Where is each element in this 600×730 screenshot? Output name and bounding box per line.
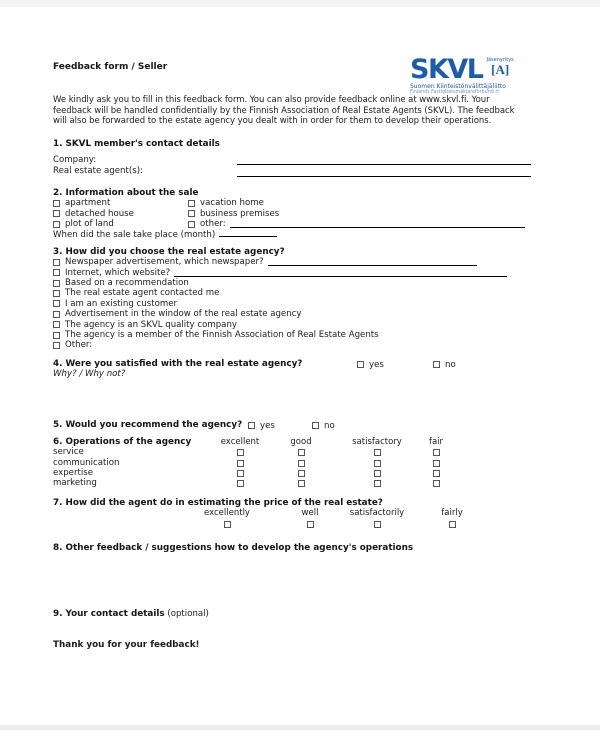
checkbox-service-good[interactable]	[298, 449, 305, 456]
checkbox-recommend-no[interactable]	[312, 422, 319, 429]
agent-label: Real estate agent(s):	[53, 166, 143, 177]
choice-option-row	[53, 309, 545, 319]
section-7-heading: 7. How did the agent do in estimating the price of the real estate?	[53, 497, 383, 508]
why-why-not-label: Why? / Why not?	[53, 369, 126, 380]
section-contact-details	[53, 139, 545, 177]
column-label-well: well	[301, 508, 319, 519]
checkbox-service-satisfactory[interactable]	[374, 449, 381, 456]
checkbox-other-property[interactable]	[188, 221, 195, 228]
row-label: service	[53, 447, 84, 458]
rating-row-expertise	[53, 468, 545, 478]
rating-row-communication	[53, 458, 545, 468]
checkbox-detached-house[interactable]	[53, 210, 60, 217]
agent-input-line[interactable]	[237, 167, 531, 177]
option-label: detached house	[65, 208, 134, 219]
checkbox-marketing-excellent[interactable]	[237, 480, 244, 487]
checkbox-business-premises[interactable]	[188, 210, 195, 217]
company-field-row	[53, 155, 545, 165]
logo-org-name-sv: Finlands Fastighetsmäklareförbund rf	[410, 90, 499, 95]
sale-month-label: When did the sale take place (month)	[53, 230, 216, 241]
choice-option-row	[53, 278, 545, 288]
option-label: The agency is a member of the Finnish Association of Real Estate Agents	[65, 329, 379, 340]
choice-option-row	[53, 299, 545, 309]
intro-line: feedback will be handled confidentially by the Finnish Association of Real Estate Agents (SKVL). The feedback	[53, 105, 515, 116]
choice-option-row	[53, 330, 545, 340]
intro-paragraph	[53, 95, 545, 126]
checkbox-communication-fair[interactable]	[433, 460, 440, 467]
checkbox-expertise-fair[interactable]	[433, 470, 440, 477]
logo-org-name-fi: Suomen Kiinteistönvälittäjäliitto	[410, 83, 506, 90]
section-3-heading: 3. How did you choose the real estate agency?	[53, 246, 285, 257]
yes-label: yes	[260, 420, 275, 431]
checkbox-internet[interactable]	[53, 269, 60, 276]
skvl-logo-text: SKVL	[410, 54, 483, 85]
sale-month-row	[53, 229, 545, 239]
thank-you-message: Thank you for your feedback!	[53, 639, 200, 650]
column-label-excellently: excellently	[204, 508, 250, 519]
option-label: Based on a recommendation	[65, 278, 189, 288]
rating-row-marketing	[53, 478, 545, 488]
yes-label: yes	[369, 359, 384, 370]
skvl-logo	[410, 54, 550, 96]
checkbox-marketing-fair[interactable]	[433, 480, 440, 487]
company-label: Company:	[53, 155, 97, 166]
price-estimate-column-labels	[53, 508, 545, 518]
sale-type-row	[53, 209, 545, 219]
choice-option-row	[53, 320, 545, 330]
row-label: communication	[53, 457, 120, 468]
section-2-heading: 2. Information about the sale	[53, 187, 199, 198]
checkbox-skvl-quality-company[interactable]	[53, 321, 60, 328]
checkbox-expertise-excellent[interactable]	[237, 470, 244, 477]
intro-line: We kindly ask you to fill in this feedback form. You can also provide feedback online at www.skvl.fi. Your	[53, 95, 490, 106]
checkbox-marketing-good[interactable]	[298, 480, 305, 487]
option-label: Internet, which website?	[65, 267, 171, 278]
checkbox-window-advertisement[interactable]	[53, 311, 60, 318]
option-label: Other:	[65, 340, 93, 351]
section-5-heading: 5. Would you recommend the agency?	[53, 419, 243, 430]
checkbox-price-satisfactorily[interactable]	[374, 521, 381, 528]
checkbox-communication-good[interactable]	[298, 460, 305, 467]
checkbox-apartment[interactable]	[53, 200, 60, 207]
section-satisfied	[53, 359, 545, 380]
agent-field-row	[53, 166, 545, 176]
section-6-heading: 6. Operations of the agency	[53, 436, 192, 447]
section-your-contact-details	[53, 609, 545, 619]
checkbox-recommendation[interactable]	[53, 280, 60, 287]
section-price-estimate	[53, 498, 545, 529]
option-label: business premises	[200, 208, 280, 219]
checkbox-satisfied-no[interactable]	[433, 361, 440, 368]
operations-header-row	[53, 437, 545, 447]
checkbox-service-fair[interactable]	[433, 449, 440, 456]
section-sale-info	[53, 188, 545, 240]
checkbox-other-choice[interactable]	[53, 342, 60, 349]
logo-a-mark-icon: [A]	[491, 62, 510, 77]
checkbox-agent-contacted-me[interactable]	[53, 290, 60, 297]
other-property-input-line[interactable]	[230, 220, 525, 228]
intro-line: will also be forwarded to the estate agency you dealt with in order for them to develop their operations.	[53, 116, 492, 127]
row-label: marketing	[53, 478, 97, 489]
checkbox-service-excellent[interactable]	[237, 449, 244, 456]
section-1-heading: 1. SKVL member's contact details	[53, 138, 220, 149]
rating-row-service	[53, 447, 545, 457]
choice-option-row	[53, 340, 545, 350]
column-label-good: good	[290, 436, 312, 447]
section-recommend	[53, 420, 545, 430]
checkbox-vacation-home[interactable]	[188, 200, 195, 207]
choice-option-row	[53, 257, 545, 267]
checkbox-expertise-good[interactable]	[298, 470, 305, 477]
section-how-chosen	[53, 247, 545, 351]
sale-type-row	[53, 198, 545, 208]
column-label-fairly: fairly	[441, 508, 463, 519]
checkbox-marketing-satisfactory[interactable]	[374, 480, 381, 487]
section-4-heading: 4. Were you satisfied with the real estate agency?	[53, 358, 303, 369]
checkbox-existing-customer[interactable]	[53, 300, 60, 307]
checkbox-expertise-satisfactory[interactable]	[374, 470, 381, 477]
option-label: The agency is an SKVL quality company	[65, 319, 237, 330]
option-label: I am an existing customer	[65, 298, 178, 309]
checkbox-recommend-yes[interactable]	[248, 422, 255, 429]
checkbox-price-excellently[interactable]	[224, 521, 231, 528]
option-label: apartment	[65, 198, 111, 209]
column-label-satisfactorily: satisfactorily	[349, 508, 405, 519]
optional-label: (optional)	[167, 609, 209, 620]
checkbox-communication-satisfactory[interactable]	[374, 460, 381, 467]
price-estimate-checkbox-row	[53, 519, 545, 529]
document-title: Feedback form / Seller	[53, 62, 168, 72]
no-label: no	[324, 420, 335, 431]
option-label: vacation home	[200, 198, 264, 209]
sale-month-input-line[interactable]	[219, 229, 277, 237]
choice-option-row	[53, 268, 545, 278]
section-9-heading: 9. Your contact details	[53, 609, 165, 620]
row-label: expertise	[53, 468, 94, 479]
checkbox-price-well[interactable]	[307, 521, 314, 528]
column-label-satisfactory: satisfactory	[352, 436, 402, 447]
company-input-line[interactable]	[237, 155, 531, 165]
checkbox-communication-excellent[interactable]	[237, 460, 244, 467]
checkbox-skvl-member[interactable]	[53, 332, 60, 339]
sale-type-row	[53, 219, 545, 229]
checkbox-newspaper-advertisement[interactable]	[53, 259, 60, 266]
checkbox-satisfied-yes[interactable]	[357, 361, 364, 368]
column-label-fair: fair	[428, 436, 444, 447]
website-input-line[interactable]	[174, 269, 507, 277]
option-label: other:	[200, 219, 226, 230]
section-other-feedback	[53, 543, 545, 553]
option-label: Advertisement in the window of the real estate agency	[65, 309, 302, 320]
no-label: no	[445, 359, 456, 370]
logo-member-label: Jäsenyritys	[486, 57, 514, 63]
choice-option-row	[53, 288, 545, 298]
newspaper-input-line[interactable]	[268, 258, 477, 266]
checkbox-plot-of-land[interactable]	[53, 221, 60, 228]
section-8-heading: 8. Other feedback / suggestions how to develop the agency's operations	[53, 543, 414, 554]
option-label: plot of land	[65, 219, 114, 230]
column-label-excellent: excellent	[220, 436, 260, 447]
section-operations-rating	[53, 437, 545, 489]
option-label: The real estate agent contacted me	[65, 288, 220, 299]
option-label: Newspaper advertisement, which newspaper?	[65, 257, 264, 268]
checkbox-price-fairly[interactable]	[449, 521, 456, 528]
